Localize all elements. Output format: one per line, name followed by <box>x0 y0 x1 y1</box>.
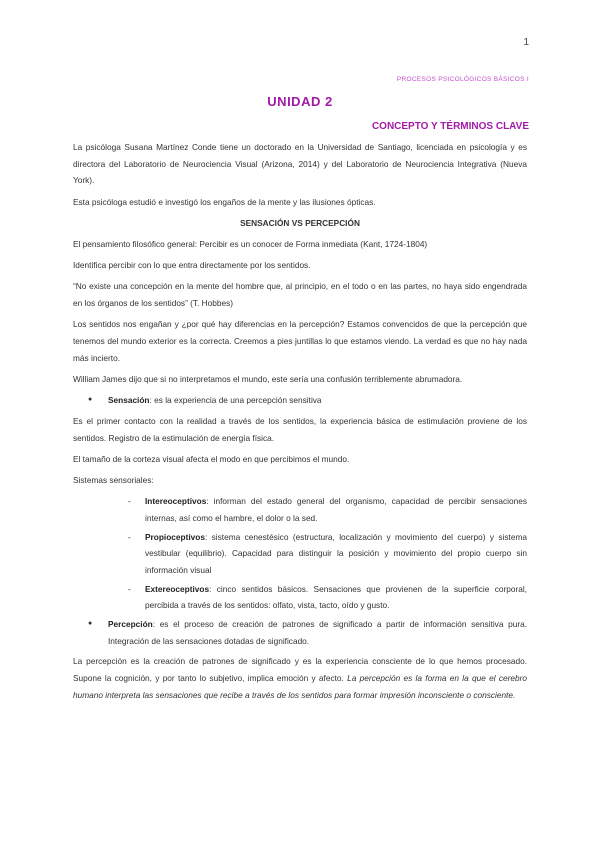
paragraph-primer-contacto: Es el primer contacto con la realidad a través de los sentidos, la experiencia básica de estimulación proviene de los sentidos. Registro de la estimulación de energía física. <box>73 415 527 443</box>
bullet-marker: ● <box>88 396 93 404</box>
subheading-sensacion-percepcion: SENSACIÓN VS PERCEPCIÓN <box>240 217 360 228</box>
paragraph-research: Esta psicóloga estudió e investigó los engaños de la mente y las ilusiones ópticas. <box>73 196 376 207</box>
document-body <box>73 139 527 708</box>
list-item-propioceptivos <box>73 529 527 579</box>
paragraph-percepcion-final <box>73 653 527 703</box>
paragraph-sistemas-sensoriales: Sistemas sensoriales: <box>73 474 154 485</box>
paragraph-intro: La psicóloga Susana Martínez Conde tiene un doctorado en la Universidad de Santiago, licenciada en psicología y es directora del Laboratorio de Neurociencia Visual (Arizona, 2014) y del Laboratorio de Neurociencia Integrativa (Nueva York). <box>73 142 527 186</box>
definition-propioceptivos: : sistema cenestésico (estructura, localización y movimiento del cuerpo) y sistema vestibular (equilibrio). Capacidad para distinguir la posición y movimiento del propio cuerpo sin información visual <box>145 531 527 575</box>
definition-sensacion: : es la experiencia de una percepción sensitiva <box>149 395 322 406</box>
bullet-sensacion <box>73 392 527 409</box>
section-heading: CONCEPTO Y TÉRMINOS CLAVE <box>371 121 529 132</box>
paragraph-identifica: Identifica percibir con lo que entra directamente por los sentidos. <box>73 260 311 271</box>
unit-title: UNIDAD 2 <box>267 94 333 109</box>
page-number: 1 <box>523 37 529 48</box>
term-percepcion: Percepción <box>108 619 153 630</box>
definition-percepcion: : es el proceso de creación de patrones de significado a partir de información sensitiva pura. Integración de las sensaciones dotadas de significado. <box>108 619 527 646</box>
list-item-extereoceptivos <box>73 581 527 614</box>
paragraph-william-james: William James dijo que si no interpretamos el mundo, este sería una confusión terriblemente abrumadora. <box>73 373 463 384</box>
definition-extereoceptivos: : cinco sentidos básicos. Sensaciones que provienen de la superficie corporal, percibida a través de los sentidos: olfato, vista, tacto, oído y gusto. <box>145 583 527 611</box>
term-intereoceptivos: Intereoceptivos <box>145 496 207 507</box>
paragraph-hobbes-quote: “No existe una concepción en la mente del hombre que, al principio, en el todo o en las partes, no haya sido engendrada en los órganos de los sentidos” (T. Hobbes) <box>73 281 527 309</box>
term-propioceptivos: Propioceptivos <box>145 531 205 542</box>
dash-marker: - <box>128 583 131 594</box>
course-header: PROCESOS PSICOLÓGICOS BÁSICOS I <box>396 76 529 83</box>
bullet-marker: ● <box>88 620 93 628</box>
list-item-intereoceptivos <box>73 493 527 526</box>
definition-intereoceptivos: : informan del estado general del organismo, capacidad de percibir sensaciones internas, así como el hambre, el dolor o la sed. <box>145 496 527 523</box>
paragraph-corteza-visual: El tamaño de la corteza visual afecta el modo en que percibimos el mundo. <box>73 453 350 464</box>
paragraph-sentidos-enganan: Los sentidos nos engañan y ¿por qué hay diferencias en la percepción? Estamos convencidos de que la percepción que tenemos del mundo exterior es la correcta. Creemos a pies juntillas lo que estamos viendo. La verdad es que no hay nada más incierto. <box>73 319 527 363</box>
paragraph-percepcion-italic: La percepción es la forma en la que el cerebro humano interpreta las sensaciones que recibe a través de los sentidos para formar impresión inconsciente o consciente. <box>73 673 527 700</box>
dash-marker: - <box>128 496 131 507</box>
term-extereoceptivos: Extereoceptivos <box>145 583 210 594</box>
dash-marker: - <box>128 531 131 542</box>
paragraph-percepcion-normal: La percepción es la creación de patrones de significado y es la experiencia consciente de lo que hemos procesado. Supone la cognición, y por tanto lo subjetivo, implica emoción y afecto. <box>73 656 527 684</box>
paragraph-kant: El pensamiento filosófico general: Percibir es un conocer de Forma inmediata (Kant, 1724-1804) <box>73 239 428 250</box>
bullet-percepcion <box>73 616 527 649</box>
term-sensacion: Sensación <box>108 395 150 406</box>
